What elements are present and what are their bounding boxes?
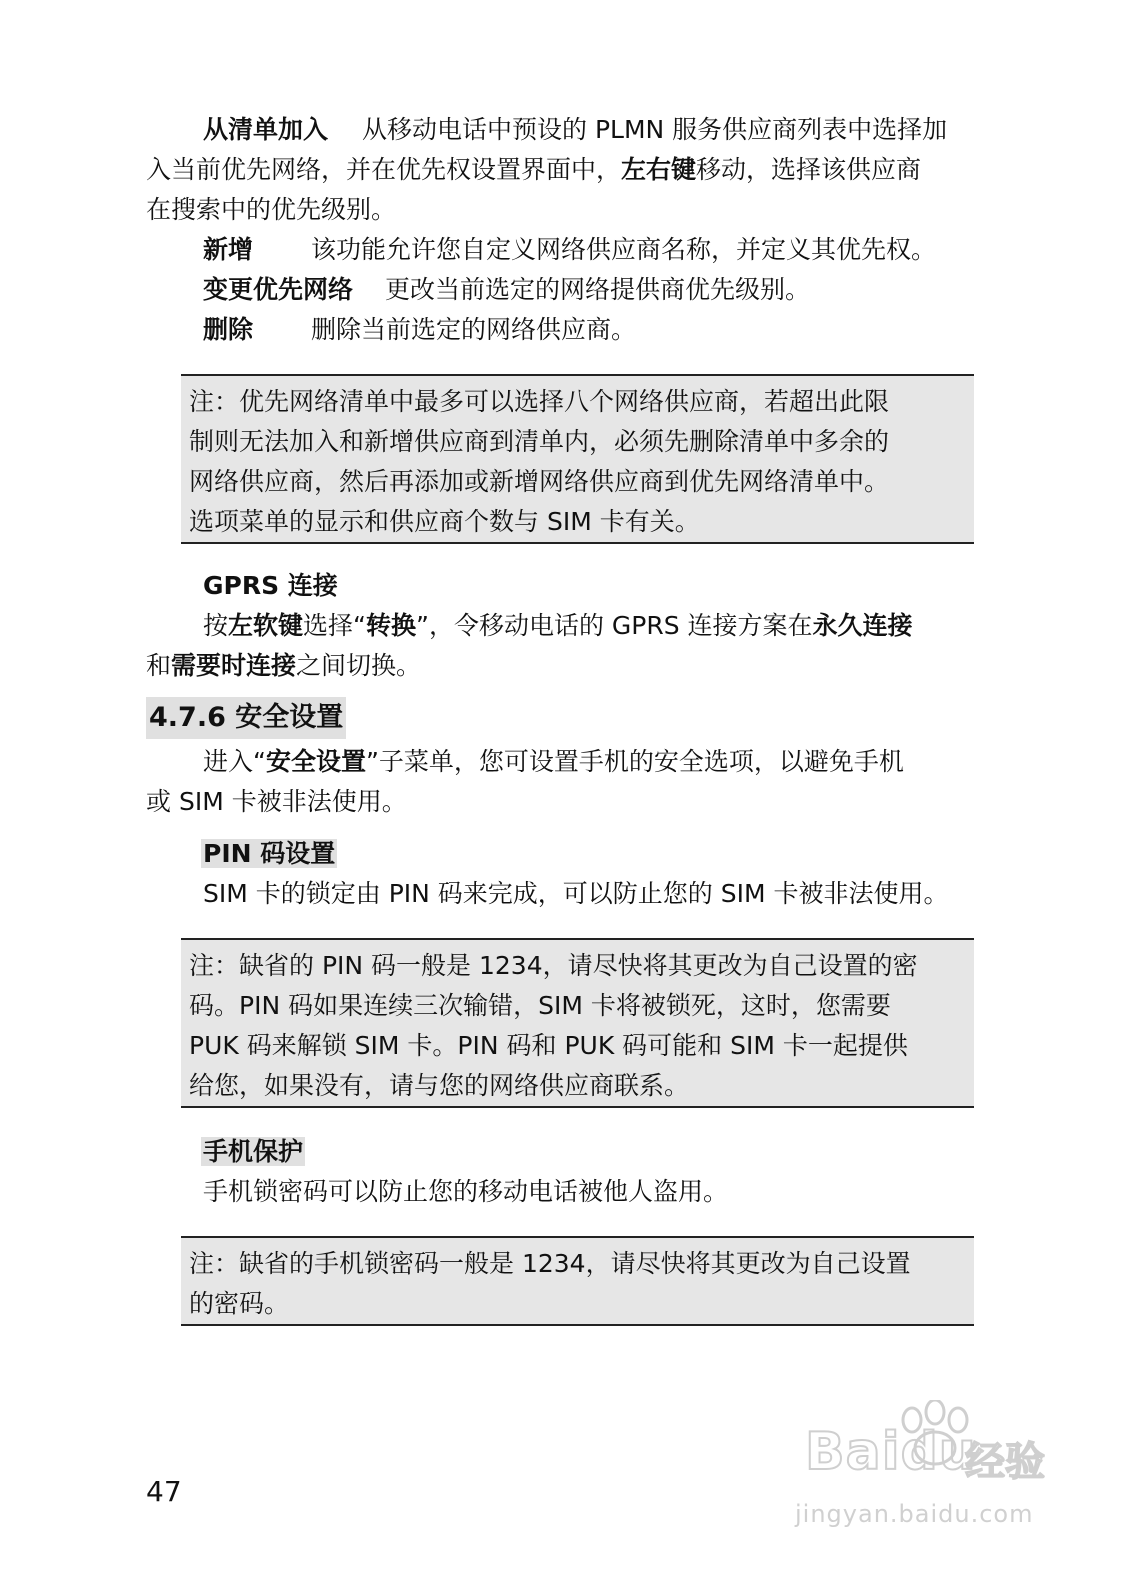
gprs-heading: GPRS 连接 xyxy=(203,571,338,600)
watermark-url: jingyan.baidu.com xyxy=(795,1500,1034,1528)
term-delete: 删除 xyxy=(203,315,254,344)
para-from-list-line1 xyxy=(203,110,947,150)
item-change-priority xyxy=(203,270,810,310)
note-line: 给您，如果没有，请与您的网络供应商联系。 xyxy=(189,1071,690,1100)
desc-change-priority: 更改当前选定的网络提供商优先级别。 xyxy=(385,275,811,304)
text-span: 进入“ xyxy=(203,747,266,776)
text-span: ”子菜单，您可设置手机的安全选项，以避免手机 xyxy=(365,747,904,776)
watermark-logo xyxy=(805,1422,977,1482)
para-from-list-line2 xyxy=(146,150,921,190)
note-line: 码。PIN 码如果连续三次输错，SIM 卡将被锁死，这时，您需要 xyxy=(189,991,891,1020)
page-number: 47 xyxy=(146,1475,182,1508)
note-line: 的密码。 xyxy=(189,1289,290,1318)
term-from-list: 从清单加入 xyxy=(203,115,329,144)
text-span: 入当前优先网络，并在优先权设置界面中， xyxy=(146,155,622,184)
watermark-logo-cn: 经验 xyxy=(965,1439,1045,1485)
phone-protect-heading-text: 手机保护 xyxy=(203,1137,304,1166)
gprs-line1 xyxy=(203,606,913,646)
watermark-logo-bai: Bai xyxy=(805,1422,901,1482)
option-always-connected: 永久连接 xyxy=(812,611,913,640)
pin-heading-text: PIN 码设置 xyxy=(203,839,336,868)
section-intro-line1 xyxy=(203,742,904,782)
note-line: 制则无法加入和新增供应商到清单内，必须先删除清单中多余的 xyxy=(189,427,890,456)
text-span: 和 xyxy=(146,651,172,680)
note-phone-lock-default xyxy=(181,1236,974,1326)
text-span: 选择“ xyxy=(303,611,366,640)
text-span: 移动，选择该供应商 xyxy=(696,155,922,184)
menu-security-settings: 安全设置 xyxy=(265,747,366,776)
option-when-needed: 需要时连接 xyxy=(171,651,297,680)
note-line: 注：缺省的 PIN 码一般是 1234，请尽快将其更改为自己设置的密 xyxy=(189,951,918,980)
text-span: 之间切换。 xyxy=(296,651,422,680)
note-line: 网络供应商，然后再添加或新增网络供应商到优先网络清单中。 xyxy=(189,467,890,496)
term-change-priority: 变更优先网络 xyxy=(203,275,354,304)
pin-heading xyxy=(201,834,337,874)
section-title: 4.7.6 安全设置 xyxy=(146,697,346,739)
text-span: ”，令移动电话的 GPRS 连接方案在 xyxy=(416,611,813,640)
note-priority-network xyxy=(181,374,974,544)
phone-protect-heading xyxy=(201,1132,305,1172)
para-from-list-text: 从移动电话中预设的 PLMN 服务供应商列表中选择加 xyxy=(362,115,948,144)
desc-delete: 删除当前选定的网络供应商。 xyxy=(311,315,637,344)
phone-protect-text: 手机锁密码可以防止您的移动电话被他人盗用。 xyxy=(203,1177,729,1206)
gprs-line2 xyxy=(146,646,421,686)
baidu-watermark xyxy=(795,1400,1055,1550)
note-line: 注：优先网络清单中最多可以选择八个网络供应商，若超出此限 xyxy=(189,387,890,416)
note-line: 注：缺省的手机锁密码一般是 1234，请尽快将其更改为自己设置 xyxy=(189,1249,911,1278)
text-span: 按 xyxy=(203,611,229,640)
desc-add: 该功能允许您自定义网络供应商名称，并定义其优先权。 xyxy=(311,235,937,264)
term-add: 新增 xyxy=(203,235,254,264)
key-left-soft: 左软键 xyxy=(228,611,304,640)
para-from-list-line3: 在搜索中的优先级别。 xyxy=(146,195,397,224)
item-delete xyxy=(203,310,636,350)
pin-text: SIM 卡的锁定由 PIN 码来完成，可以防止您的 SIM 卡被非法使用。 xyxy=(203,879,949,908)
note-pin-default xyxy=(181,938,974,1108)
key-left-right: 左右键 xyxy=(621,155,697,184)
option-switch: 转换 xyxy=(365,611,416,640)
note-line: PUK 码来解锁 SIM 卡。PIN 码和 PUK 码可能和 SIM 卡一起提供 xyxy=(189,1031,908,1060)
note-line: 选项菜单的显示和供应商个数与 SIM 卡有关。 xyxy=(189,507,700,536)
item-add xyxy=(203,230,936,270)
watermark-logo-du: du xyxy=(900,1422,977,1482)
section-intro-line2: 或 SIM 卡被非法使用。 xyxy=(146,787,407,816)
